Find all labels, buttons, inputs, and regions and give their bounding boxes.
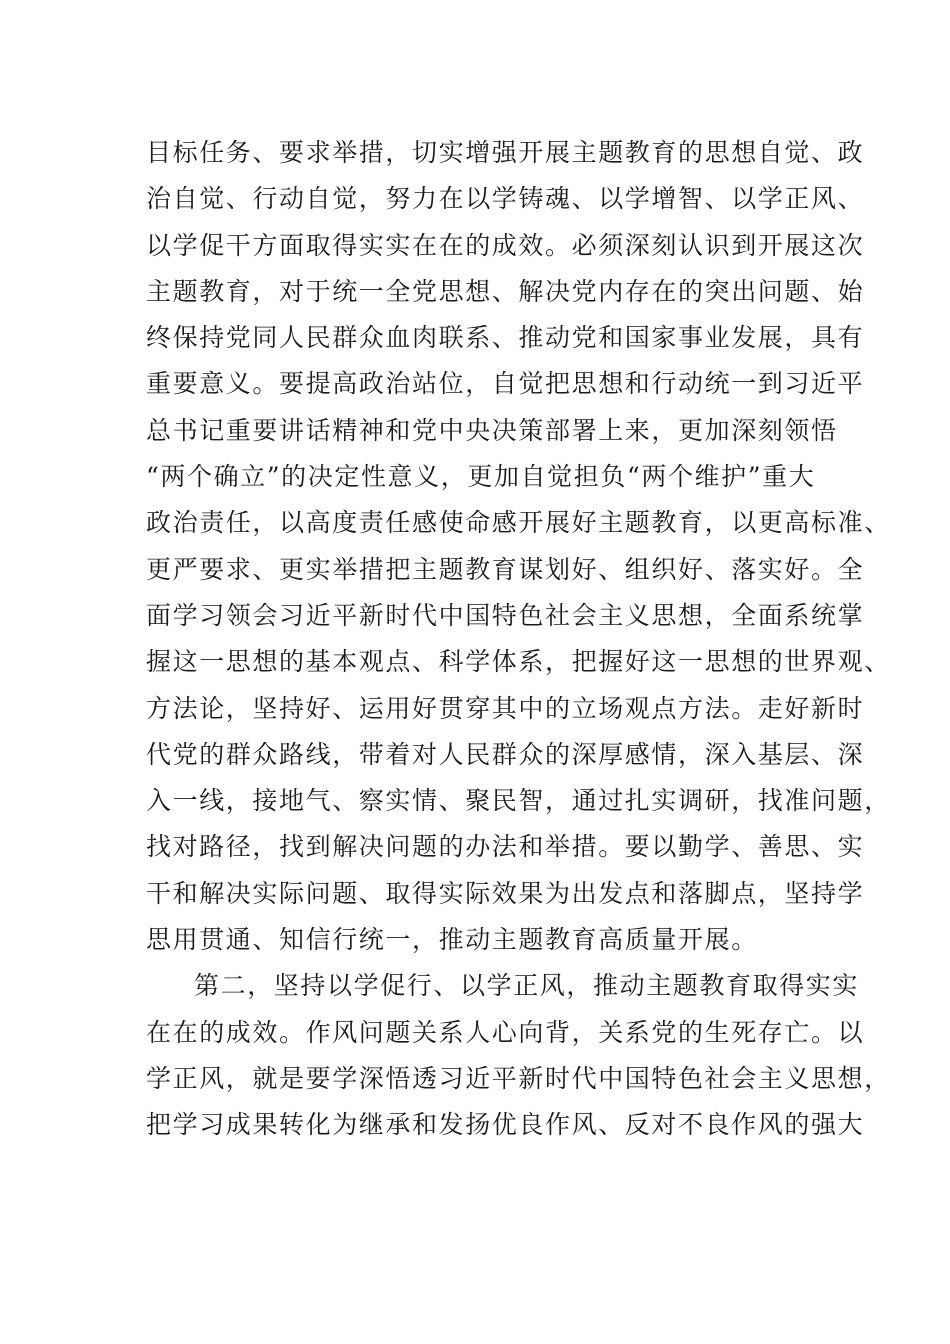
text-line: “两个确立”的决定性意义，更加自觉担负“两个维护”重大 [146,462,816,492]
text-line: 思用贯通、知信行统一，推动主题教育高质量开展。 [146,925,758,955]
text-line: 代党的群众路线，带着对人民群众的深厚感情，深入基层、深 [146,739,865,769]
text-line: 找对路径，找到解决问题的办法和举措。要以勤学、善思、实 [146,832,865,862]
text-line: 总书记重要讲话精神和党中央决策部署上来，更加深刻领悟 [146,415,838,445]
text-line: 更严要求、更实举措把主题教育谋划好、组织好、落实好。全 [146,554,865,584]
text-line: 重要意义。要提高政治站位，自觉把思想和行动统一到习近平 [146,369,865,399]
text-line: 终保持党同人民群众血肉联系、推动党和国家事业发展，具有 [146,323,865,353]
paragraph-start-line: 第二，坚持以学促行、以学正风，推动主题教育取得实实 [194,971,860,1001]
text-line: 治自觉、行动自觉，努力在以学铸魂、以学增智、以学正风、 [146,184,865,214]
text-line: 政治责任，以高度责任感使命感开展好主题教育，以更高标准、 [146,508,891,538]
text-line: 入一线，接地气、察实情、聚民智，通过扎实调研，找准问题， [146,786,891,816]
text-line: 学正风，就是要学深悟透习近平新时代中国特色社会主义思想， [146,1063,891,1093]
text-line: 干和解决实际问题、取得实际效果为出发点和落脚点，坚持学 [146,878,865,908]
text-line: 在在的成效。作风问题关系人心向背，关系党的生死存亡。以 [146,1017,865,1047]
text-line: 主题教育，对于统一全党思想、解决党内存在的突出问题、始 [146,276,865,306]
text-line: 方法论，坚持好、运用好贯穿其中的立场观点方法。走好新时 [146,693,865,723]
text-line: 把学习成果转化为继承和发扬优良作风、反对不良作风的强大 [146,1110,865,1140]
text-line: 握这一思想的基本观点、科学体系，把握好这一思想的世界观、 [146,647,891,677]
body-text [146,130,891,1149]
text-line: 面学习领会习近平新时代中国特色社会主义思想，全面系统掌 [146,600,865,630]
text-line: 以学促干方面取得实实在在的成效。必须深刻认识到开展这次 [146,230,865,260]
text-line: 目标任务、要求举措，切实增强开展主题教育的思想自觉、政 [146,138,865,167]
